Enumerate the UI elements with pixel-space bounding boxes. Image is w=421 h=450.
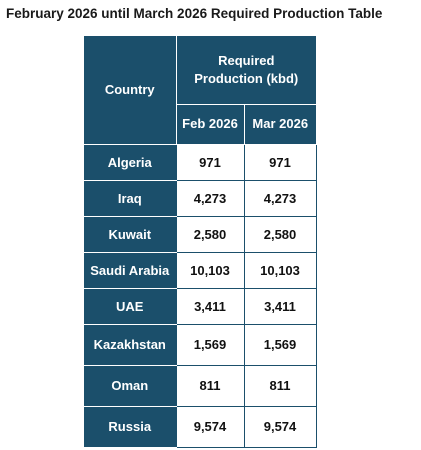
value-cell-mar: 10,103	[244, 252, 316, 288]
value-cell-feb: 9,574	[176, 406, 244, 447]
page-title: February 2026 until March 2026 Required Production Table	[6, 6, 383, 21]
country-cell: UAE	[84, 288, 176, 324]
country-cell: Saudi Arabia	[84, 252, 176, 288]
table-row	[84, 252, 316, 288]
country-cell: Russia	[84, 406, 176, 447]
header-month-feb: Feb 2026	[176, 104, 244, 144]
value-cell-feb: 3,411	[176, 288, 244, 324]
header-country: Country	[84, 36, 176, 144]
header-month-mar: Mar 2026	[244, 104, 316, 144]
value-cell-mar: 3,411	[244, 288, 316, 324]
value-cell-feb: 2,580	[176, 216, 244, 252]
value-cell-mar: 2,580	[244, 216, 316, 252]
country-cell: Iraq	[84, 180, 176, 216]
table-row	[84, 324, 316, 365]
country-cell: Oman	[84, 365, 176, 406]
value-cell-feb: 1,569	[176, 324, 244, 365]
value-cell-feb: 971	[176, 144, 244, 180]
value-cell-mar: 971	[244, 144, 316, 180]
value-cell-mar: 9,574	[244, 406, 316, 447]
value-cell-mar: 4,273	[244, 180, 316, 216]
country-cell: Kazakhstan	[84, 324, 176, 365]
value-cell-feb: 811	[176, 365, 244, 406]
table-row	[84, 180, 316, 216]
table-row	[84, 144, 316, 180]
table-row	[84, 216, 316, 252]
value-cell-mar: 1,569	[244, 324, 316, 365]
table-row	[84, 406, 316, 447]
table-row	[84, 288, 316, 324]
country-cell: Kuwait	[84, 216, 176, 252]
value-cell-feb: 10,103	[176, 252, 244, 288]
header-required-production: Required Production (kbd)	[176, 36, 316, 104]
production-table	[84, 36, 317, 448]
table-row	[84, 365, 316, 406]
value-cell-feb: 4,273	[176, 180, 244, 216]
country-cell: Algeria	[84, 144, 176, 180]
value-cell-mar: 811	[244, 365, 316, 406]
